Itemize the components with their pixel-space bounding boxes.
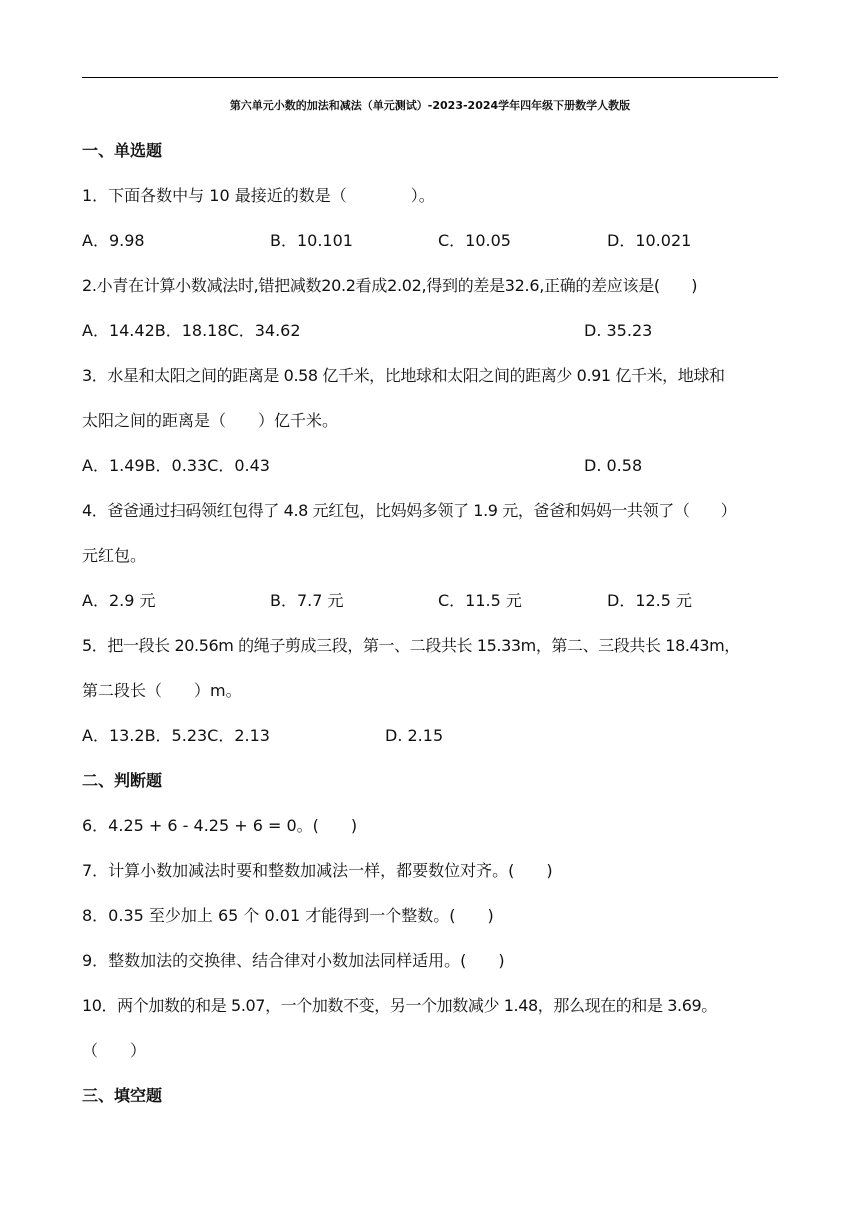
question-4-option-b: B．7.7 元 [270, 591, 344, 610]
section-heading-fill-in: 三、填空题 [82, 1086, 163, 1105]
question-4-option-d: D．12.5 元 [607, 591, 693, 610]
question-3-options-abc: A．1.49B．0.33C．0.43 [82, 456, 270, 475]
question-5-stem-line1: 5．把一段长 20.56m 的绳子剪成三段，第一、二段共长 15.33m，第二、三段共长 18.43m， [82, 636, 740, 655]
header-rule [82, 77, 778, 78]
question-2-option-d: D. 35.23 [584, 321, 653, 340]
question-1-option-b: B．10.101 [270, 231, 353, 250]
section-heading-single-choice: 一、单选题 [82, 141, 163, 160]
question-1-option-c: C．10.05 [438, 231, 511, 250]
question-4-option-c: C．11.5 元 [438, 591, 522, 610]
question-6-stem: 6．4.25 + 6 - 4.25 + 6 = 0。( ) [82, 816, 358, 835]
question-4-stem-line1: 4．爸爸通过扫码领红包得了 4.8 元红包，比妈妈多领了 1.9 元，爸爸和妈妈一共领了（ ） [82, 501, 737, 520]
question-7-stem: 7．计算小数加减法时要和整数加减法一样，都要数位对齐。( ) [82, 861, 553, 880]
question-4-option-a: A．2.9 元 [82, 591, 156, 610]
question-5-stem-line2: 第二段长（ ）m。 [82, 681, 242, 700]
question-3-option-d: D. 0.58 [584, 456, 643, 475]
question-3-stem-line2: 太阳之间的距离是（ ）亿千米。 [82, 411, 339, 430]
question-10-stem-line1: 10．两个加数的和是 5.07，一个加数不变，另一个加数减少 1.48，那么现在的和是 3.69。 [82, 996, 717, 1015]
question-9-stem: 9．整数加法的交换律、结合律对小数加法同样适用。( ) [82, 951, 505, 970]
question-8-stem: 8．0.35 至少加上 65 个 0.01 才能得到一个整数。( ) [82, 906, 494, 925]
question-2-stem: 2.小青在计算小数减法时,错把减数20.2看成2.02,得到的差是32.6,正确的差应该是( ) [82, 276, 698, 295]
question-1-option-d: D．10.021 [607, 231, 692, 250]
question-3-stem-line1: 3．水星和太阳之间的距离是 0.58 亿千米，比地球和太阳之间的距离少 0.91 亿千米，地球和 [82, 366, 725, 385]
question-10-stem-line2: （ ） [82, 1041, 147, 1060]
question-1-stem: 1．下面各数中与 10 最接近的数是（ ）。 [82, 186, 435, 205]
question-1-option-a: A．9.98 [82, 231, 145, 250]
question-2-options-abc: A．14.42B．18.18C．34.62 [82, 321, 301, 340]
question-5-option-d: D. 2.15 [385, 726, 444, 745]
section-heading-true-false: 二、判断题 [82, 771, 163, 790]
question-5-options-abc: A．13.2B．5.23C．2.13 [82, 726, 270, 745]
document-title: 第六单元小数的加法和减法（单元测试）-2023-2024学年四年级下册数学人教版 [229, 99, 631, 112]
question-4-stem-line2: 元红包。 [82, 546, 147, 565]
